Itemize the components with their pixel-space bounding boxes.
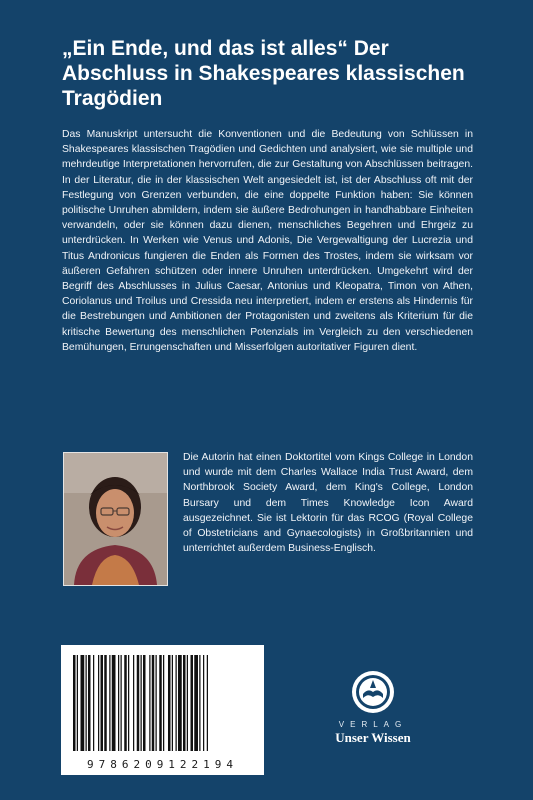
publisher-name: Unser Wissen xyxy=(335,730,411,745)
publisher-logo-icon xyxy=(351,670,395,714)
isbn-number: 9786209122194 xyxy=(86,758,239,771)
author-bio: Die Autorin hat einen Doktortitel vom Kings College in London und wurde mit dem Charles Wallace India Trust Award, dem Northbrook Society Award, dem King's College, London Bursary und dem Times Knowledge Icon Award ausgezeichnet. Sie ist Lektorin für das RCOG (Royal College of Obstetricians and Gynaecologists) in Großbritannien und unterrichtet außerdem Business-Englisch. xyxy=(183,452,473,555)
barcode-bars xyxy=(73,655,252,751)
book-description: Das Manuskript untersucht die Konventionen und die Bedeutung von Schlüssen in Shakespeares klassischen Tragödien und Gedichten und analysiert, wie sie multiple und mehrdeutige Interpretationen hervorrufen, die zur Gestaltung von Abschlüssen beitragen. In der Literatur, die in der klassischen Welt angesiedelt ist, ist der Abschluss oft mit der Festlegung von Grenzen verbunden, die eine doppelte Funktion haben: Sie können politische Unruhen abmildern, indem sie äußere Bedrohungen in handhabbare Einheiten verwandeln, oder sie können dazu dienen, menschliches Begehren und Ehrgeiz zu unterdrücken. In Werken wie Venus und Adonis, Die Vergewaltigung der Lucrezia und Titus Andronicus fungieren die Enden als Formen des Trostes, indem sie wirksam vor äußeren Gefahren schützen oder innere Unruhen unterdrücken. Umgekehrt wird der Begriff des Abschlusses in Julius Caesar, Antonius und Kleopatra, Timon von Athen, Coriolanus und Troilus und Cressida neu interpretiert, indem er erstens als Hindernis für die Bestrebungen und Ambitionen der Protagonisten und zweitens als Kriterium für die kritische Bewertung des menschlichen Potenzials im Vergleich zu den verschiedenen Bemühungen, Errungenschaften und Misserfolgen autoritativer Figuren dient. xyxy=(62,129,473,353)
publisher-label: VERLAG xyxy=(338,720,408,729)
book-title: „Ein Ende, und das ist alles“ Der Abschluss in Shakespeares klassischen Tragödien xyxy=(62,37,465,110)
publisher-block xyxy=(323,670,423,746)
isbn-barcode xyxy=(61,645,264,775)
author-photo xyxy=(63,452,168,586)
